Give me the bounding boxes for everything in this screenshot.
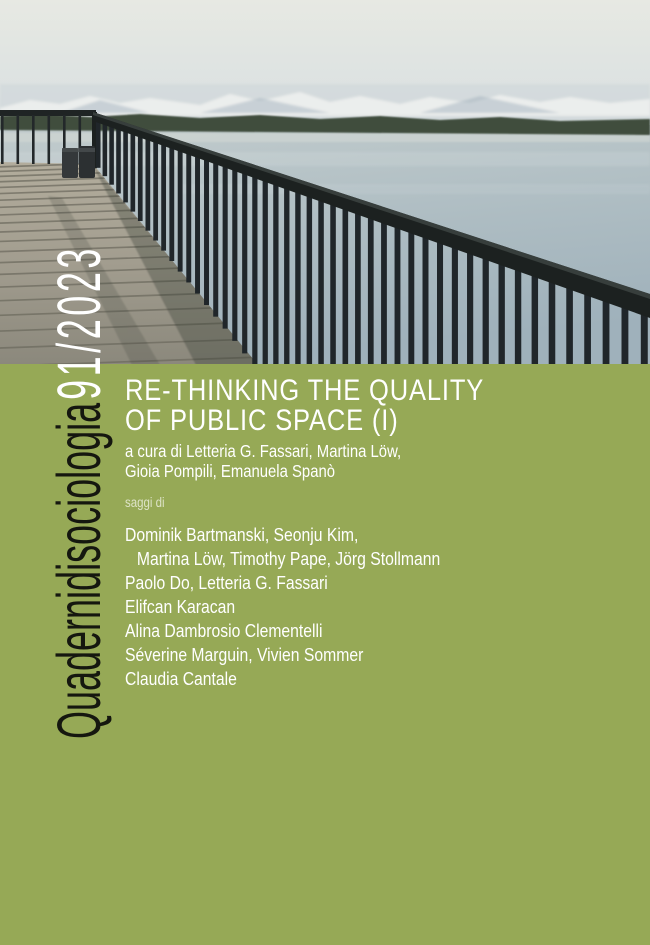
editors-line2: Gioia Pompili, Emanuela Spanò <box>125 461 336 481</box>
cover-title-line1: RE-THINKING THE QUALITY <box>125 374 485 407</box>
cover-text-block <box>125 376 635 691</box>
cover-title-line2: OF PUBLIC SPACE (I) <box>125 404 399 437</box>
issue-number: 91/2023 <box>45 245 113 400</box>
cover-title <box>125 376 635 436</box>
editors-line1: a cura di Letteria G. Fassari, Martina Löw, <box>125 441 402 461</box>
essay-author-line: Paolo Do, Letteria G. Fassari <box>125 572 328 593</box>
essay-author-line: Séverine Marguin, Vivien Sommer <box>125 644 364 665</box>
essays-label: saggi di <box>125 495 165 510</box>
essay-author-line: Martina Löw, Timothy Pape, Jörg Stollmann <box>136 548 441 569</box>
essay-authors-list <box>125 523 635 691</box>
essay-author-line: Alina Dambrosio Clementelli <box>125 620 323 641</box>
editors <box>125 441 635 481</box>
masthead-vertical <box>45 245 113 739</box>
essay-author-line: Dominik Bartmanski, Seonju Kim, <box>125 524 359 545</box>
journal-title-vertical: Quadernidisociologia <box>45 402 113 739</box>
essay-author-line: Claudia Cantale <box>125 668 237 689</box>
essay-author-line: Elifcan Karacan <box>125 596 236 617</box>
